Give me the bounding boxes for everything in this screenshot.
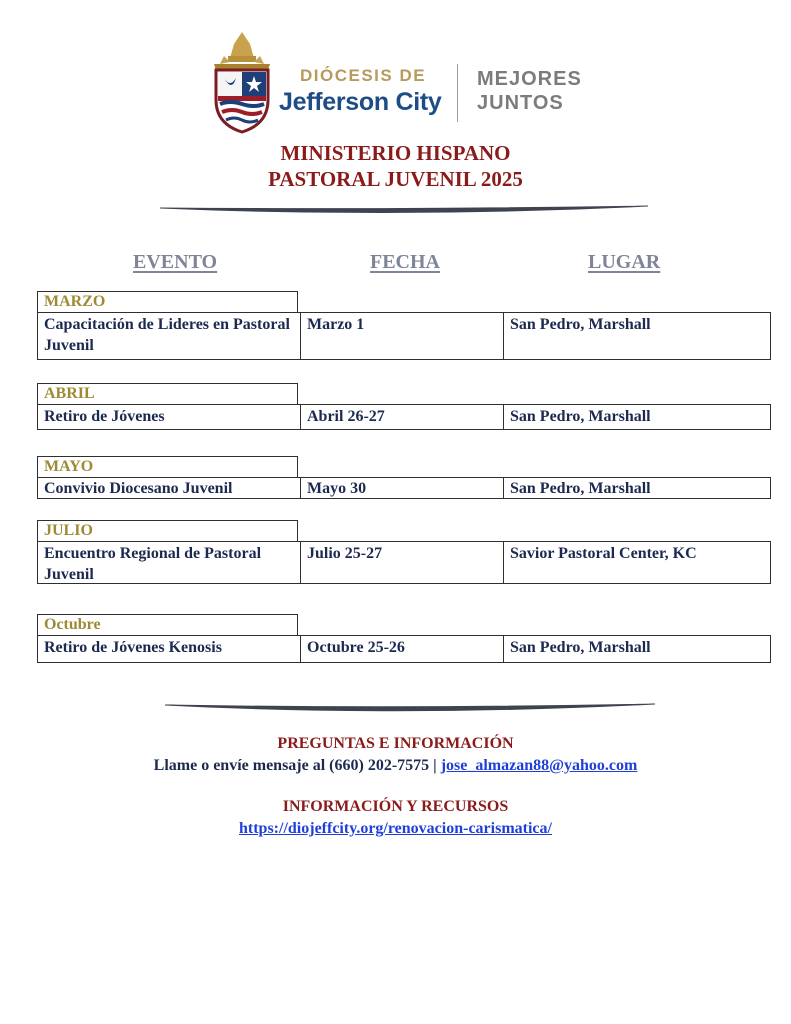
event-row [37, 312, 771, 360]
event-place: San Pedro, Marshall [503, 636, 770, 662]
month-label: MAYO [37, 456, 298, 477]
brand-main-text: Jefferson City [279, 88, 442, 116]
event-date: Mayo 30 [300, 478, 503, 498]
event-place: San Pedro, Marshall [503, 478, 770, 498]
resources-line [0, 820, 791, 838]
event-name: Convivio Diocesano Juvenil [44, 480, 233, 497]
month-label: MARZO [37, 291, 298, 312]
decorative-swoosh-bottom [0, 697, 791, 717]
column-header-fecha: FECHA [370, 251, 440, 273]
event-date: Octubre 25-26 [300, 636, 503, 662]
event-row [37, 541, 771, 584]
event-date: Marzo 1 [300, 313, 503, 359]
resources-title: INFORMACIÓN Y RECURSOS [282, 798, 509, 815]
resources-url-link[interactable]: https://diojeffcity.org/renovacion-carismatica/ [239, 820, 552, 837]
diocese-crest-icon [210, 30, 274, 134]
contact-line [0, 757, 791, 775]
event-name: Capacitación de Lideres en Pastoral Juvenil [44, 316, 290, 354]
event-place: Savior Pastoral Center, KC [503, 542, 770, 583]
event-section [37, 520, 771, 584]
page-title-line-2: PASTORAL JUVENIL 2025 [268, 167, 523, 191]
event-date: Abril 26-27 [300, 405, 503, 429]
event-place: San Pedro, Marshall [503, 313, 770, 359]
email-link[interactable]: jose_almazan88@yahoo.com [440, 757, 638, 774]
questions-title: PREGUNTAS E INFORMACIÓN [277, 735, 514, 752]
event-section [37, 383, 771, 431]
event-place: San Pedro, Marshall [503, 405, 770, 429]
event-section [37, 291, 771, 361]
decorative-swoosh-top [0, 198, 791, 218]
column-header-lugar: LUGAR [588, 251, 661, 273]
page-title-line-1: MINISTERIO HISPANO [280, 141, 511, 165]
event-row [37, 477, 771, 499]
event-name: Encuentro Regional de Pastoral Juvenil [44, 545, 262, 583]
tagline-line-1: MEJORES [477, 68, 582, 90]
month-label: ABRIL [37, 383, 298, 404]
contact-text: Llame o envíe mensaje al (660) 202-7575 | [153, 757, 437, 774]
tagline-line-2: JUNTOS [477, 92, 564, 114]
brand-top-text: DIÓCESIS DE [300, 66, 427, 85]
event-row [37, 404, 771, 430]
event-section [37, 456, 771, 499]
event-name: Retiro de Jóvenes [44, 408, 165, 425]
event-section [37, 614, 771, 663]
month-label: Octubre [37, 614, 298, 635]
event-name: Retiro de Jóvenes Kenosis [44, 639, 222, 656]
column-header-evento: EVENTO [133, 251, 218, 273]
brand-divider [457, 64, 458, 122]
event-date: Julio 25-27 [300, 542, 503, 583]
diocese-logo [210, 30, 590, 136]
month-label: JULIO [37, 520, 298, 541]
event-row [37, 635, 771, 663]
